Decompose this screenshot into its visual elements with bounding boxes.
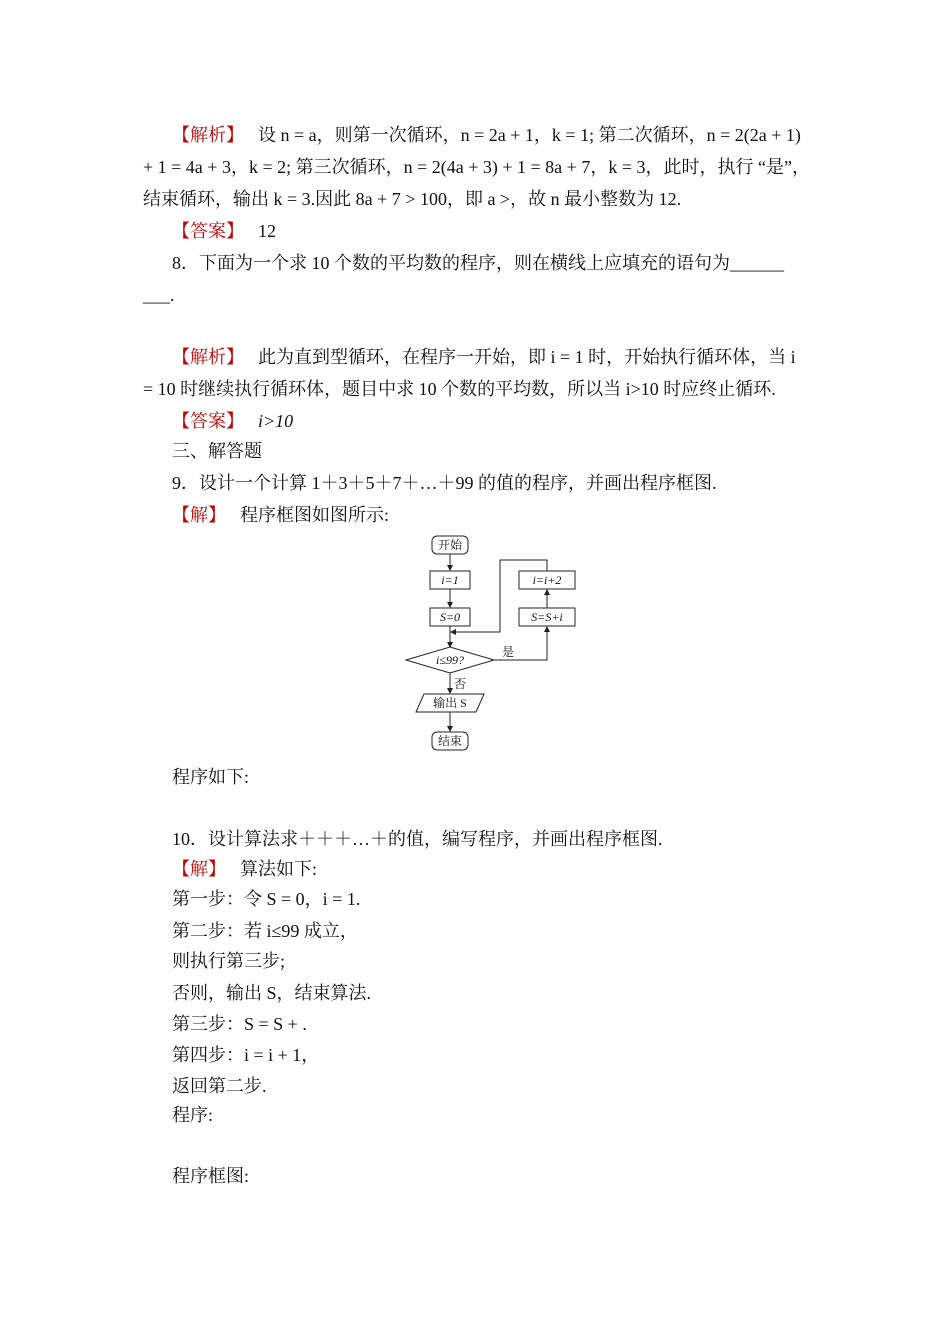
p8-answer-text: i>10 [258,411,294,431]
flowchart-output-label: 输出 S [433,696,467,710]
analysis-tag: 【解析】 [172,125,244,145]
q8-line2: ___. [143,285,175,305]
q10-step-4: 第四步：i = i + 1， [172,1045,320,1065]
p7-analysis-line1 [172,124,801,146]
q10-solution-text: 算法如下: [240,859,318,879]
q10-solution [172,858,317,880]
p7-analysis-line2: + 1 = 4a + 3，k = 2; 第三次循环，n = 2(4a + 3) + 1 = 8a + 7，k = 3，此时，执行 “是”， [143,157,810,177]
flowchart-update-s-label: S=S+i [531,610,563,624]
flowchart-update-i-label: i=i+2 [532,573,562,587]
flowchart-start-label: 开始 [437,538,463,552]
q9-text: 9．设计一个计算 1＋3＋5＋7＋…＋99 的值的程序，并画出程序框图. [172,473,717,493]
flowchart-condition-label: i≤99? [436,653,464,667]
q8-line1: 8．下面为一个求 10 个数的平均数的程序，则在横线上应填充的语句为______ [172,253,784,273]
q9-solution-text: 程序框图如图所示: [240,505,390,525]
flowchart [400,530,590,760]
p7-answer [172,220,276,242]
q9-solution [172,504,389,526]
q10-program-label: 程序: [172,1105,214,1125]
p7-analysis-text1: 设 n = a，则第一次循环，n = 2a + 1，k = 1; 第二次循环，n = 2(2a + 1) [258,125,801,145]
p8-analysis-line2: = 10 时继续执行循环体，题目中求 10 个数的平均数，所以当 i>10 时应终止循环. [143,379,776,399]
flowchart-no-label: 否 [454,677,467,691]
p7-answer-text: 12 [258,221,276,241]
solution-tag: 【解】 [172,505,226,525]
q10-step-2c: 否则，输出 S，结束算法. [172,983,372,1003]
flowchart-yes-label: 是 [502,645,515,659]
flowchart-end-label: 结束 [437,734,463,748]
q10-text: 10．设计算法求＋＋＋…＋的值，编写程序，并画出程序框图. [172,829,663,849]
q10-step-2: 第二步：若 i≤99 成立， [172,921,358,941]
analysis-tag: 【解析】 [172,347,244,367]
p8-analysis-text1: 此为直到型循环，在程序一开始，即 i = 1 时，开始执行循环体，当 i [258,347,796,367]
p8-analysis-line1 [172,346,796,368]
p7-analysis-line3: 结束循环，输出 k = 3.因此 8a + 7 > 100，即 a >，故 n 最小整数为 12. [143,189,682,209]
q10-step-1: 第一步：令 S = 0，i = 1. [172,889,361,909]
answer-tag: 【答案】 [172,221,244,241]
p8-answer [172,410,293,432]
section-title: 三、解答题 [172,441,262,461]
flowchart-init-s-label: S=0 [439,610,461,624]
answer-tag: 【答案】 [172,411,244,431]
q10-step-2b: 则执行第三步; [172,951,286,971]
solution-tag: 【解】 [172,859,226,879]
q10-step-4b: 返回第二步. [172,1076,267,1096]
q10-step-3: 第三步：S = S + . [172,1014,307,1034]
q9-program-label: 程序如下: [172,767,250,787]
flowchart-init-i-label: i=1 [441,573,459,587]
q10-flowchart-label: 程序框图: [172,1166,250,1186]
